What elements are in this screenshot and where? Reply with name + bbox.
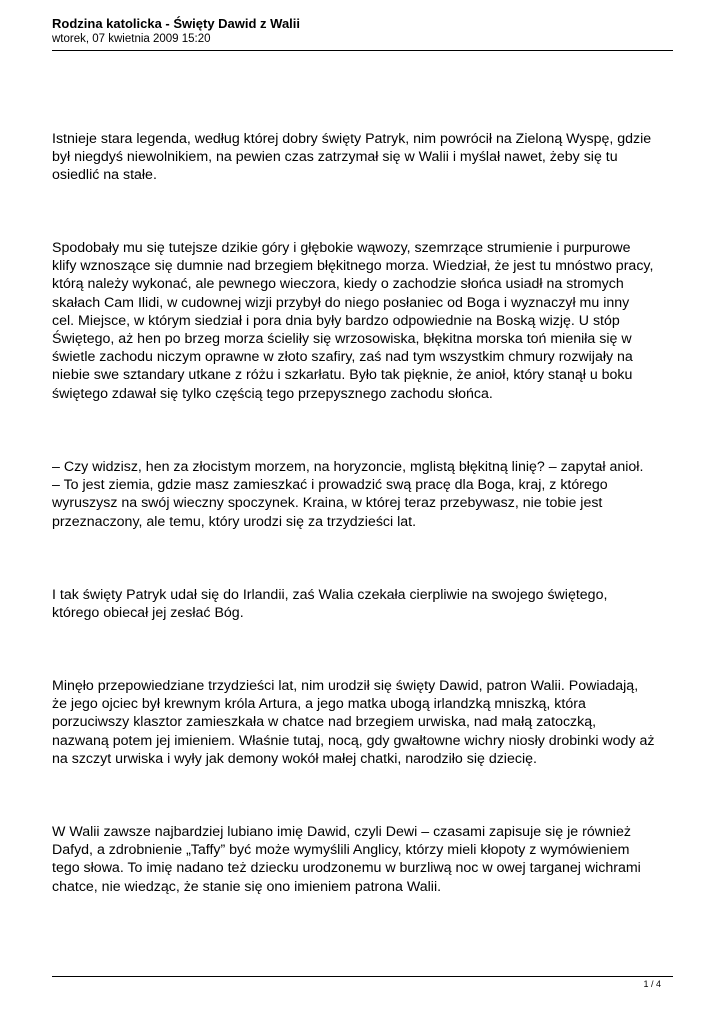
paragraph: Spodobały mu się tutejsze dzikie góry i głębokie wąwozy, szemrzące strumienie i purpurowe klify wznoszące się dumnie nad brzegiem błękitnego morza. Wiedział, że jest tu mnóstwo pracy, którą należy wykonać, ale pewnego wieczora, kiedy o zachodzie słońca usiadł na stromych skałach Cam Ilidi, w cudownej wizji przybył do niego posłaniec od Boga i wyznaczył mu inny cel. Miejsce, w którym siedział i pora dnia były bardzo odpowiednie na Boską wizję. U stóp Świętego, aż hen po brzeg morza ścieliły się wrzosowiska, błękitna morska toń mieniła się w świetle zachodu niczym oprawne w złoto szafiry, zaś nad tym wszystkim chmury rozwijały na niebie swe sztandary utkane z różu i szkarłatu. Było tak pięknie, że anioł, który stanął u boku świętego zdawał się tylko częścią tego przepysznego zachodu słońca.	[52, 240, 654, 402]
paragraph: W Walii zawsze najbardziej lubiano imię Dawid, czyli Dewi – czasami zapisuje się je również Dafyd, a zdrobnienie „Taffy” być może wymyślili Anglicy, którzy mieli kłopoty z wymówieniem tego słowa. To imię nadano też dziecku urodzonemu w burzliwą noc w owej targanej wichrami chatce, nie wiedząc, że stanie się ono imieniem patrona Walii.	[52, 824, 641, 895]
paragraph: Minęło przepowiedziane trzydzieści lat, nim urodził się święty Dawid, patron Walii. Powiadają, że jego ojciec był krewnym króla Artura, a jego matka ubogą irlandzką mniszką, która porzuciwszy klasztor zamieszkała w chatce nad brzegiem urwiska, nad małą zatoczką, nazwaną potem jej imieniem. Właśnie tutaj, nocą, gdy gwałtowne wichry niosły drobinki wody aż na szczyt urwiska i wyły jak demony wokół małej chatki, narodziło się dziecię.	[52, 678, 655, 767]
publish-date: wtorek, 07 kwietnia 2009 15:20	[52, 33, 211, 45]
header-divider	[52, 50, 673, 51]
paragraph: I tak święty Patryk udał się do Irlandii, zaś Walia czekała cierpliwie na swojego świętego, którego obiecał jej zesłać Bóg.	[52, 587, 608, 622]
page-number: 1 / 4	[643, 979, 661, 989]
document-header	[52, 16, 674, 47]
footer-divider	[52, 976, 673, 977]
paragraph: Istnieje stara legenda, według której dobry święty Patryk, nim powrócił na Zieloną Wyspę, gdzie był niegdyś niewolnikiem, na pewien czas zatrzymał się w Walii i myślał nawet, żeby się tu osiedlić na stałe.	[52, 131, 652, 184]
paragraph: – Czy widzisz, hen za złocistym morzem, na horyzoncie, mglistą błękitną linię? – zapytał anioł. – To jest ziemia, gdzie masz zamieszkać i prowadzić swą pracę dla Boga, kraj, z którego wyruszysz na swój wieczny spoczynek. Kraina, w której teraz przebywasz, nie tobie jest przeznaczony, ale temu, który urodzi się za trzydzieści lat.	[52, 459, 644, 530]
document-title: Rodzina katolicka - Święty Dawid z Walii	[52, 16, 301, 31]
